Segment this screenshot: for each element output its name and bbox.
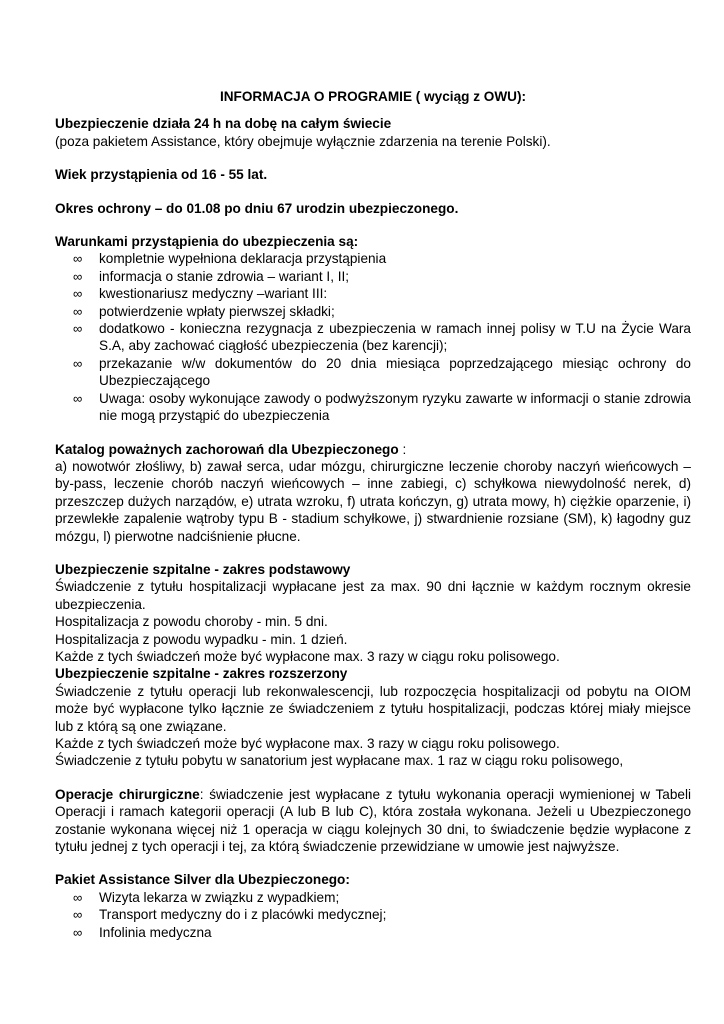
infinity-bullet-icon: ∞ bbox=[73, 321, 83, 337]
hospital-basic-heading: Ubezpieczenie szpitalne - zakres podstawowy bbox=[55, 561, 351, 577]
list-item: ∞ Infolinia medyczna bbox=[73, 924, 212, 940]
infinity-bullet-icon: ∞ bbox=[73, 355, 83, 371]
illness-heading: Katalog poważnych zachorowań dla Ubezpieczonego bbox=[55, 441, 399, 457]
hospital-basic-line: Hospitalizacja z powodu wypadku - min. 1 dzień. bbox=[55, 631, 348, 647]
surgery-heading: Operacje chirurgiczne bbox=[55, 786, 200, 802]
list-item: ∞ Transport medyczny do i z placówki medycznej; bbox=[73, 907, 387, 923]
infinity-bullet-icon: ∞ bbox=[73, 889, 83, 905]
hospital-ext-heading: Ubezpieczenie szpitalne - zakres rozszerzony bbox=[55, 666, 348, 682]
surgery-text: : świadczenie jest wypłacane z tytułu wykonania operacji wymienionej w Tabeli Operacji i ramach kategorii operacji (A lub B lub C), która została wykonana. Jeżeli u Ubezpieczonego zostanie wykonana więcej niż 1 operacja w ciągu kolejnych 30 dni, to świadczenie będzie wypłacone z tytułu jednej z tych operacji i tej, za którą świadczenie przewidziane w umowie jest najwyższe. bbox=[55, 786, 691, 855]
coverage-heading: Ubezpieczenie działa 24 h na dobę na całym świecie bbox=[55, 116, 392, 132]
hospital-ext-line: Świadczenie z tytułu operacji lub rekonwalescencji, lub rozpoczęcia hospitalizacji od pobytu na OIOM może być wypłacone tylko łącznie ze świadczeniem z tytułu hospitalizacji, podczas której miały miejsce lub z którą są one związane. bbox=[55, 683, 691, 734]
age-line: Wiek przystąpienia od 16 - 55 lat. bbox=[55, 167, 268, 183]
list-item: ∞ kwestionariusz medyczny –wariant III: bbox=[73, 286, 328, 302]
infinity-bullet-icon: ∞ bbox=[73, 390, 83, 406]
hospital-ext-line: Każde z tych świadczeń może być wypłacone max. 3 razy w ciągu roku polisowego. bbox=[55, 736, 560, 751]
period-line: Okres ochrony – do 01.08 po dniu 67 urodzin ubezpieczonego. bbox=[55, 200, 459, 216]
list-item: ∞ przekazanie w/w dokumentów do 20 dnia miesiąca poprzedzającego miesiąc ochrony do Ubezpieczającego bbox=[73, 355, 691, 389]
assistance-list bbox=[55, 889, 691, 941]
infinity-bullet-icon: ∞ bbox=[73, 268, 83, 284]
infinity-bullet-icon: ∞ bbox=[73, 303, 83, 319]
list-item: ∞ Wizyta lekarza w związku z wypadkiem; bbox=[73, 889, 340, 905]
list-item: ∞ kompletnie wypełniona deklaracja przystąpienia bbox=[73, 251, 387, 267]
infinity-bullet-icon: ∞ bbox=[73, 924, 83, 940]
hospital-ext-line: Świadczenie z tytułu pobytu w sanatorium jest wypłacane max. 1 raz w ciągu roku polisowego, bbox=[55, 753, 624, 769]
hospital-basic-line: Świadczenie z tytułu hospitalizacji wypłacane jest za max. 90 dni łącznie w każdym rocznym okresie ubezpieczenia. bbox=[55, 579, 691, 612]
list-item: ∞ dodatkowo - konieczna rezygnacja z ubezpieczenia w ramach innej polisy w T.U na Życie Wara S.A, aby zachować ciągłość ubezpieczenia (bez karencji); bbox=[73, 321, 691, 354]
infinity-bullet-icon: ∞ bbox=[73, 286, 83, 302]
list-item: ∞ potwierdzenie wpłaty pierwszej składki; bbox=[73, 303, 335, 319]
infinity-bullet-icon: ∞ bbox=[73, 251, 83, 267]
hospital-basic-line: Każde z tych świadczeń może być wypłacone max. 3 razy w ciągu roku polisowego. bbox=[55, 648, 560, 664]
document-title: INFORMACJA O PROGRAMIE ( wyciąg z OWU): bbox=[219, 89, 527, 104]
coverage-note: (poza pakietem Assistance, który obejmuje wyłącznie zdarzenia na terenie Polski). bbox=[55, 133, 551, 149]
conditions-heading: Warunkami przystąpienia do ubezpieczenia są: bbox=[55, 234, 359, 250]
illness-text: a) nowotwór złośliwy, b) zawał serca, udar mózgu, chirurgiczne leczenie choroby naczyń wieńcowych – by-pass, leczenie chorób naczyń wieńcowych – inne zabiegi, c) schyłkowa niewydolność nerek, d) przeszczep dużych narządów, e) utrata wzroku, f) utrata kończyn, g) utrata mowy, h) ciężkie oparzenie, i) przewlekłe zapalenie wątroby typu B - stadium schyłkowe, j) stwardnienie rozsiane (SM), k) łagodny guz mózgu, l) pierwotne nadciśnienie płucne. bbox=[55, 458, 691, 544]
infinity-bullet-icon: ∞ bbox=[73, 907, 83, 923]
conditions-list bbox=[55, 250, 691, 424]
surgery-paragraph bbox=[55, 786, 691, 856]
illness-heading-line: Katalog poważnych zachorowań dla Ubezpieczonego : bbox=[55, 441, 407, 457]
assistance-heading: Pakiet Assistance Silver dla Ubezpieczonego: bbox=[55, 872, 350, 888]
hospital-basic-line: Hospitalizacja z powodu choroby - min. 5 dni. bbox=[55, 614, 328, 630]
list-item: ∞ Uwaga: osoby wykonujące zawody o podwyższonym ryzyku zawarte w informacji o stanie zdrowia nie mogą przystąpić do ubezpieczenia bbox=[73, 390, 691, 424]
list-item: ∞ informacja o stanie zdrowia – wariant I, II; bbox=[73, 268, 350, 284]
document-page bbox=[55, 88, 691, 941]
